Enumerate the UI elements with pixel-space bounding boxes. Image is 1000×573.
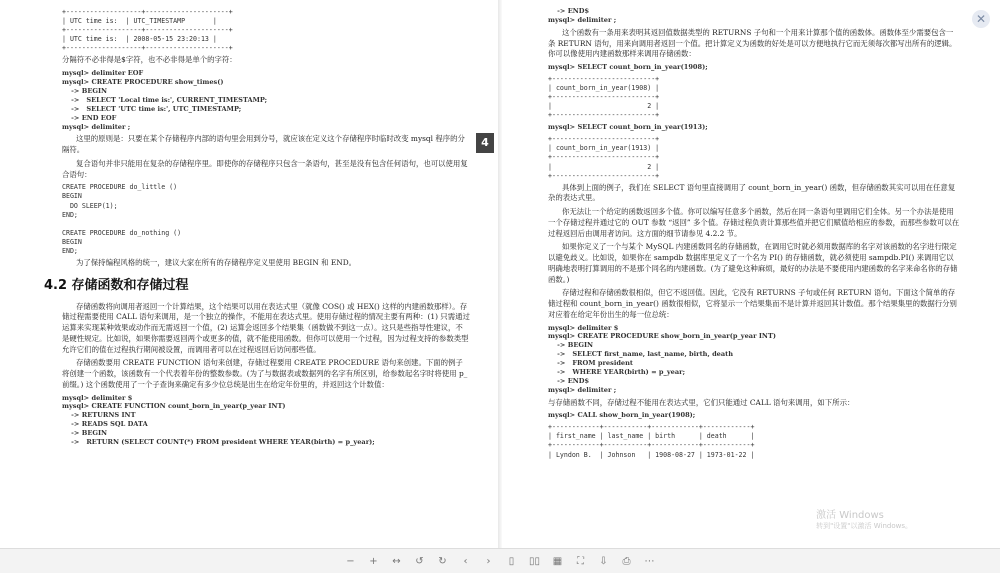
watermark-line1: 激活 Windows: [816, 510, 884, 521]
section-title: 4.2 存储函数和存储过程: [44, 277, 189, 293]
fit-width-icon[interactable]: ↔: [392, 555, 401, 567]
code-block: -> END$ mysql> delimiter ;: [548, 7, 617, 24]
activation-watermark: [816, 510, 912, 530]
rotate-left-icon[interactable]: ↺: [415, 555, 424, 567]
paragraph: 这个函数有一条用来表明其返回值数据类型的 RETURNS 子句和一个用来计算那个值的函数体。函数体至少需要包含一条 RETURN 语句，用来向调用者返回一个值。把计算定义为函数的好处是可以方便地执行它而无须每次都写出所有的逻辑。你可以像使用内建函数那样来调用存储函数：: [548, 27, 957, 59]
code-block: mysql> delimiter EOF mysql> CREATE PROCEDURE show_times() -> BEGIN -> SELECT 'Local time is:', CURRENT_TIMESTAMP; -> SELECT 'UTC time is:', UTC_TIMESTAMP; -> END EOF mysql> delimiter ;: [62, 69, 268, 131]
more-icon[interactable]: ⋯: [644, 555, 655, 567]
paragraph: 具体到上面的例子，我们在 SELECT 语句里直接调用了 count_born_in_year() 函数，但存储函数其实可以用在任意复杂的表达式里。: [548, 182, 956, 203]
query-line: mysql> SELECT count_born_in_year(1908);: [548, 62, 708, 71]
rotate-right-icon[interactable]: ↻: [438, 555, 447, 567]
paragraph: 存储函数将向调用者返回一个计算结果，这个结果可以用在表达式里（就像 COS() 或 HEX() 这样的内建函数那样）。存储过程需要使用 CALL 语句来调用，是一个独立的操作，不能用在表达式里。使用存储过程的情况主要有两种：(1) 只需通过运算来实现某种效果或动作而无需返回一个值，(2) 运算会返回多个结果集（函数做不到这一点）。这只是些指导性建议，不是硬性规定。比如说，如果你需要返回两个或更多的值，就不能使用函数。但你可以使用一个过程，因为过程支持的参数类型允许它们的值在过程执行期间被设置，而调用者可以在过程返回后访问那些值。: [62, 301, 470, 354]
viewer-toolbar: [0, 548, 1000, 573]
paragraph: 你无法让一个给定的函数返回多个值。你可以编写任意多个函数，然后在同一条语句里调用它们全体。另一个办法是使用一个存储过程并通过它的 OUT 参数 “返回” 多个值。存储过程负责计算那些值并把它们赋值给相应的参数，而那些参数可以在过程返回后由调用者访问。这方面的细节请参见 4.2.2 节。: [548, 207, 960, 238]
watermark-line2: 转到"设置"以激活 Windows。: [816, 522, 912, 530]
result-table: +--------------------------+ | count_born_in_year(1913) | +--------------------------+ | 2 | +--------------------------+: [548, 135, 660, 180]
print-icon[interactable]: ⎙: [622, 555, 631, 567]
paragraph: 与存储函数不同，存储过程不能用在表达式里，它们只能通过 CALL 语句来调用，如下所示：: [548, 397, 855, 407]
download-icon[interactable]: ⇩: [599, 555, 608, 567]
double-page-icon[interactable]: ▯▯: [528, 555, 540, 567]
paragraph: 这里的原则是：只要在某个存储程序内部的语句里会用到分号，就应该在定义这个存储程序时临时改变 mysql 程序的分隔符。: [62, 134, 465, 155]
right-page: [500, 0, 1000, 548]
paragraph: 存储过程和存储函数很相似，但它不返回值。因此，它没有 RETURNS 子句或任何 RETURN 语句。下面这个简单的存储过程和 count_born_in_year() 函数很相似，它将显示一个结果集而不是计算并返回其计数值。那个结果集里的数据行分别对应着在给定年份出生的每一位总统：: [548, 288, 957, 319]
paragraph: 为了保持编程风格的统一，建议大家在所有的存储程序定义里使用 BEGIN 和 END。: [76, 258, 357, 268]
page-number-marker: 4: [476, 133, 494, 153]
result-table: +--------------------------+ | count_born_in_year(1908) | +--------------------------+ | 2 | +--------------------------+: [548, 74, 660, 120]
code-block: mysql> delimiter $ mysql> CREATE FUNCTION count_born_in_year(p_year INT) -> RETURNS INT -> READS SQL DATA -> BEGIN -> RETURN (SELECT COUNT(*) FROM president WHERE YEAR(birth) = p_year);: [62, 393, 375, 447]
zoom-out-icon[interactable]: −: [346, 555, 355, 567]
paragraph: 分隔符不必非得是$字符，也不必非得是单个的字符：: [62, 55, 237, 65]
paragraph: 复合语句并非只能用在复杂的存储程序里。即使你的存储程序只包含一条语句，甚至是没有包含任何语句，也可以使用复合语句：: [62, 158, 468, 179]
query-line: mysql> SELECT count_born_in_year(1913);: [548, 123, 708, 132]
close-icon[interactable]: ✕: [972, 10, 990, 28]
single-page-icon[interactable]: ▯: [508, 555, 515, 567]
code-block: mysql> delimiter $ mysql> CREATE PROCEDURE show_born_in_year(p_year INT) -> BEGIN -> SELECT first_name, last_name, birth, death -> FROM president -> WHERE YEAR(birth) = p_year; -> END$ mysql> delimiter ;: [548, 323, 776, 394]
left-page: [0, 0, 500, 548]
next-page-icon[interactable]: ›: [486, 555, 491, 567]
fullscreen-icon[interactable]: ⛶: [577, 555, 584, 567]
code-block: CREATE PROCEDURE do_little () BEGIN DO SLEEP(1); END; CREATE PROCEDURE do_nothing () BEGIN END;: [62, 183, 182, 256]
grid-icon[interactable]: ▦: [552, 555, 563, 567]
query-line: mysql> CALL show_born_in_year(1908);: [548, 411, 696, 420]
prev-page-icon[interactable]: ‹: [463, 555, 468, 567]
utc-result-table: +-------------------+---------------------+ | UTC time is: | UTC_TIMESTAMP | +-------------------+---------------------+ | UTC time is: | 2008-05-15 23:20:13 | +-------------------+---------------------+: [62, 8, 233, 53]
zoom-in-icon[interactable]: +: [369, 555, 378, 567]
paragraph: 存储函数要用 CREATE FUNCTION 语句来创建，存储过程要用 CREATE PROCEDURE 语句来创建。下面的例子将创建一个函数，该函数有一个代表着年份的整数参数。(为了与数据表或数据列的名字有所区别，给参数起名字时将使用 p_前缀。) 这个函数使用了一个子查询来确定有多少位总统是出生在给定年份里的，并返回这个计数值：: [62, 358, 468, 389]
paragraph: 如果你定义了一个与某个 MySQL 内建函数同名的存储函数，在调用它时就必须用数据库的名字对该函数的名字进行限定以避免歧义。比如说，如果你在 sampdb 数据库里定义了一个名为 PI() 的存储函数，就必须使用 sampdb.PI() 来调用它以明确地表明打算调用的不是那个同名的内建函数。(为了避免这种麻烦，最好的办法是不要使用内建函数的名字来命名你的存储函数。): [548, 242, 958, 284]
result-table: +------------+-----------+------------+------------+ | first_name | last_name | birth | death | +------------+-----------+------------+------------+ | Lyndon B. | Johnson | 1908-08-27 | 1973-01-22 |: [548, 423, 755, 459]
